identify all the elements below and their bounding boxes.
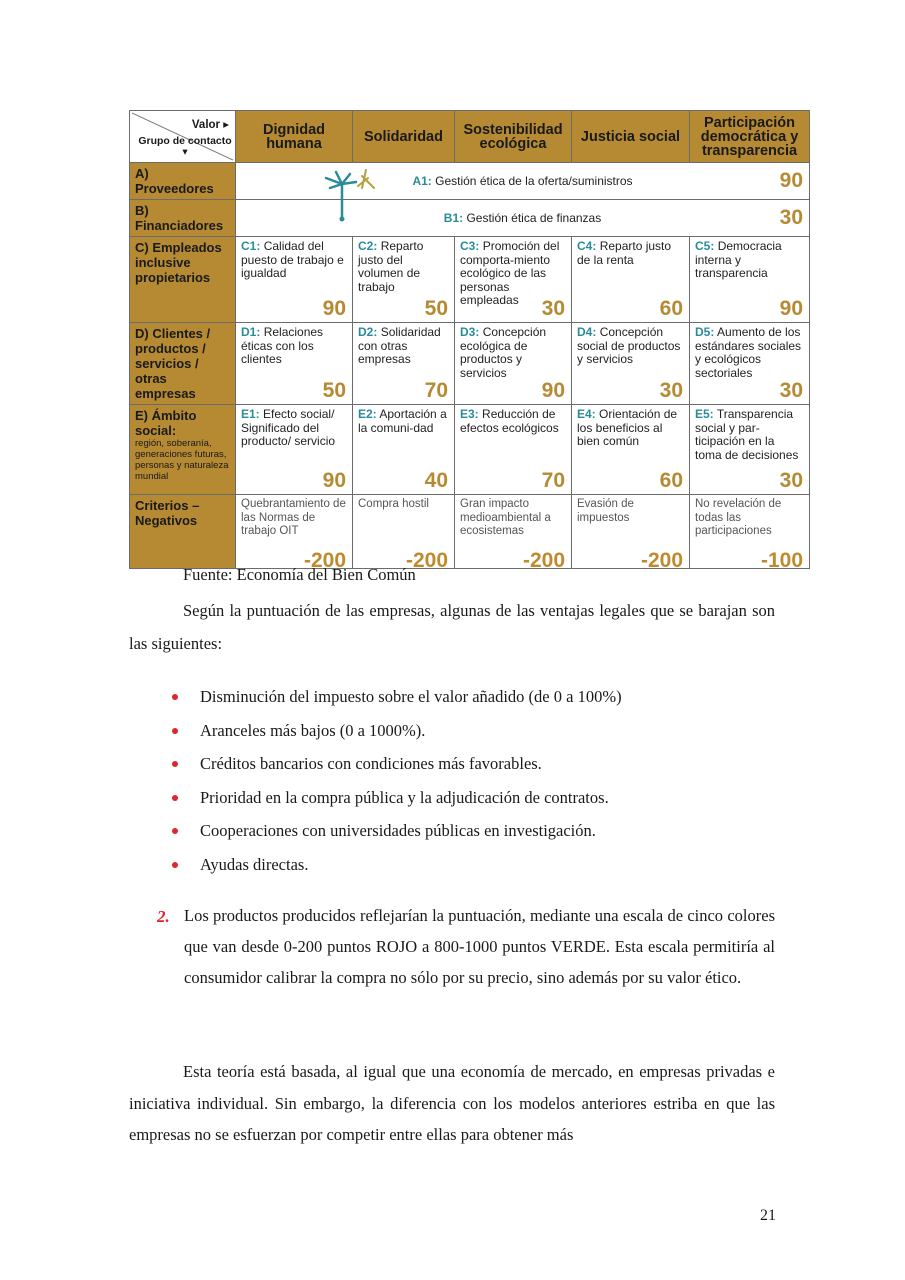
cell-e3 — [455, 405, 572, 495]
col-participacion: Participación democrática y transparencia — [690, 111, 810, 163]
row-head-proveedores: A) Proveedores — [130, 163, 236, 200]
cell-score: 90 — [322, 297, 346, 320]
ambito-subtext: región, soberanía, generaciones futuras, personas y naturaleza mundial — [135, 438, 229, 482]
cell-text: Reducción de efectos ecológicos — [460, 407, 559, 435]
cell-score: 90 — [541, 379, 565, 402]
paragraph-intro: Según la puntuación de las empresas, algunas de las ventajas legales que se barajan son las siguientes: — [129, 601, 775, 653]
cell-score: 40 — [424, 469, 448, 492]
col-sostenibilidad: Sostenibilidad ecológica — [455, 111, 572, 163]
list-item — [160, 747, 622, 781]
cell-d3 — [455, 323, 572, 405]
a1-score: 90 — [779, 169, 803, 192]
cell-score: 60 — [659, 297, 683, 320]
list-item — [160, 680, 622, 714]
col-solidaridad: Solidaridad — [353, 111, 455, 163]
cell-text: Transparencia social y par-ticipación en la toma de decisiones — [695, 407, 799, 462]
list-item-text: Aranceles más bajos (0 a 1000%). — [200, 720, 426, 740]
page-number: 21 — [760, 1207, 776, 1224]
cell-text: Compra hostil — [358, 498, 429, 510]
cell-e1 — [236, 405, 353, 495]
cell-text: Quebrantamiento de las Normas de trabajo OIT — [241, 498, 346, 537]
cell-score: -200 — [522, 548, 565, 572]
corner-valor-label: Valor ▸ — [191, 119, 229, 131]
matrix-corner — [130, 111, 236, 163]
cell-text: Orientación de los beneficios al bien común — [577, 407, 678, 448]
row-ambito — [130, 405, 810, 495]
list-item-text: Créditos bancarios con condiciones más favorables. — [200, 754, 542, 773]
paragraph-theory: Esta teoría está basada, al igual que una economía de mercado, en empresas privadas e iniciativa individual. Sin embargo, la diferencia con los modelos anteriores estriba en que las empresas no se esfuerzan por competir entre ellas para obtener más — [129, 1062, 775, 1144]
cell-code: C3: — [460, 239, 480, 253]
bullet-icon — [172, 862, 178, 868]
cell-code: C2: — [358, 239, 378, 253]
cell-code: E1: — [241, 407, 260, 421]
bien-comun-matrix — [129, 110, 810, 572]
cell-text: No revelación de todas las participaciones — [695, 498, 782, 537]
cell-score: 50 — [424, 297, 448, 320]
list-item — [160, 814, 622, 848]
cell-d1 — [236, 323, 353, 405]
corner-grupo-label: Grupo de contacto ▾ — [138, 135, 232, 158]
cell-score: -200 — [640, 548, 683, 572]
cell-c1 — [236, 237, 353, 323]
list-item — [160, 714, 622, 748]
bullet-icon — [172, 795, 178, 801]
item-number: 2. — [157, 907, 170, 926]
row-clientes — [130, 323, 810, 405]
b1-score: 30 — [779, 206, 803, 229]
cell-score: 30 — [541, 297, 565, 320]
cell-neg-4 — [572, 495, 690, 572]
cell-score: -200 — [303, 548, 346, 572]
cell-d4 — [572, 323, 690, 405]
cell-code: C1: — [241, 239, 261, 253]
cell-score: 50 — [322, 379, 346, 402]
cell-score: 70 — [424, 379, 448, 402]
cell-score: 30 — [659, 379, 683, 402]
cell-text: Democracia interna y transparencia — [695, 239, 782, 280]
cell-c3 — [455, 237, 572, 323]
cell-neg-5 — [690, 495, 810, 572]
b1-text: Gestión ética de finanzas — [466, 211, 602, 225]
cell-code: D3: — [460, 325, 480, 339]
cell-e5 — [690, 405, 810, 495]
cell-text: Solidaridad con otras empresas — [358, 325, 441, 366]
list-item — [160, 848, 622, 882]
cell-text: Reparto justo de la renta — [577, 239, 672, 267]
list-item-text: Cooperaciones con universidades públicas en investigación. — [200, 821, 596, 840]
cell-score: 60 — [659, 469, 683, 492]
cell-text: Aportación a la comuni-dad — [358, 407, 447, 435]
cell-c2 — [353, 237, 455, 323]
a1-text: Gestión ética de la oferta/suministros — [435, 174, 633, 188]
cell-code: C5: — [695, 239, 715, 253]
cell-text: Promoción del comporta-miento ecológico de las personas empleadas — [460, 239, 560, 307]
cell-score: 70 — [541, 469, 565, 492]
cell-code: E2: — [358, 407, 377, 421]
cell-score: -200 — [405, 548, 448, 572]
bullet-icon — [172, 828, 178, 834]
cell-score: -100 — [760, 548, 803, 572]
cell-text: Concepción social de productos y servicios — [577, 325, 681, 366]
cell-code: E4: — [577, 407, 596, 421]
row-head-empleados: C) Empleados inclusive propietarios — [130, 237, 236, 323]
cell-code: D2: — [358, 325, 378, 339]
cell-score: 90 — [779, 297, 803, 320]
cell-text: Relaciones éticas con los clientes — [241, 325, 324, 366]
cell-code: D5: — [695, 325, 715, 339]
cell-score: 90 — [322, 469, 346, 492]
a1-code: A1: — [412, 174, 432, 188]
row-head-ambito — [130, 405, 236, 495]
cell-text: Aumento de los estándares sociales y ecológicos sectoriales — [695, 325, 802, 380]
bullet-icon — [172, 761, 178, 767]
cell-d5 — [690, 323, 810, 405]
ambito-head-text: E) Ámbito social: — [135, 408, 197, 438]
cell-text: Calidad del puesto de trabajo e igualdad — [241, 239, 344, 280]
row-head-clientes: D) Clientes / productos / servicios / otras empresas — [130, 323, 236, 405]
col-dignidad: Dignidad humana — [236, 111, 353, 163]
list-item-text: Ayudas directas. — [200, 854, 309, 874]
bullet-icon — [172, 694, 178, 700]
dandelion-logo-icon — [322, 166, 384, 222]
cell-c4 — [572, 237, 690, 323]
cell-code: C4: — [577, 239, 597, 253]
cell-text: Gran impacto medioambiental a ecosistemas — [460, 498, 551, 537]
cell-code: D4: — [577, 325, 597, 339]
cell-e2 — [353, 405, 455, 495]
table-source: Fuente: Economía del Bien Común — [183, 565, 416, 584]
list-item-text: Disminución del impuesto sobre el valor añadido (de 0 a 100%) — [200, 687, 622, 706]
list-item — [160, 781, 622, 815]
cell-neg-3 — [455, 495, 572, 572]
cell-score: 30 — [779, 469, 803, 492]
b1-code: B1: — [443, 211, 464, 225]
cell-code: D1: — [241, 325, 261, 339]
cell-c5 — [690, 237, 810, 323]
bullet-icon — [172, 728, 178, 734]
row-empleados — [130, 237, 810, 323]
paragraph-scale: Los productos producidos reflejarían la puntuación, mediante una escala de cinco colores que van desde 0-200 puntos ROJO a 800-1000 puntos VERDE. Esta escala permitiría al consumidor calibrar la compra no sólo por su precio, sino además por su valor ético. — [184, 906, 775, 987]
cell-score: 30 — [779, 379, 803, 402]
row-head-financiadores: B) Financiadores — [130, 200, 236, 237]
cell-code: E3: — [460, 407, 479, 421]
col-justicia: Justicia social — [572, 111, 690, 163]
cell-text: Reparto justo del volumen de trabajo — [358, 239, 424, 294]
row-head-negativos: Criterios – Negativos — [130, 495, 236, 569]
cell-d2 — [353, 323, 455, 405]
advantages-list — [160, 680, 622, 881]
cell-text: Efecto social/ Significado del producto/ servicio — [241, 407, 336, 448]
list-item-text: Prioridad en la compra pública y la adjudicación de contratos. — [200, 787, 609, 807]
cell-text: Evasión de impuestos — [577, 498, 634, 524]
cell-code: E5: — [695, 407, 714, 421]
cell-e4 — [572, 405, 690, 495]
cell-text: Concepción ecológica de productos y servicios — [460, 325, 547, 380]
